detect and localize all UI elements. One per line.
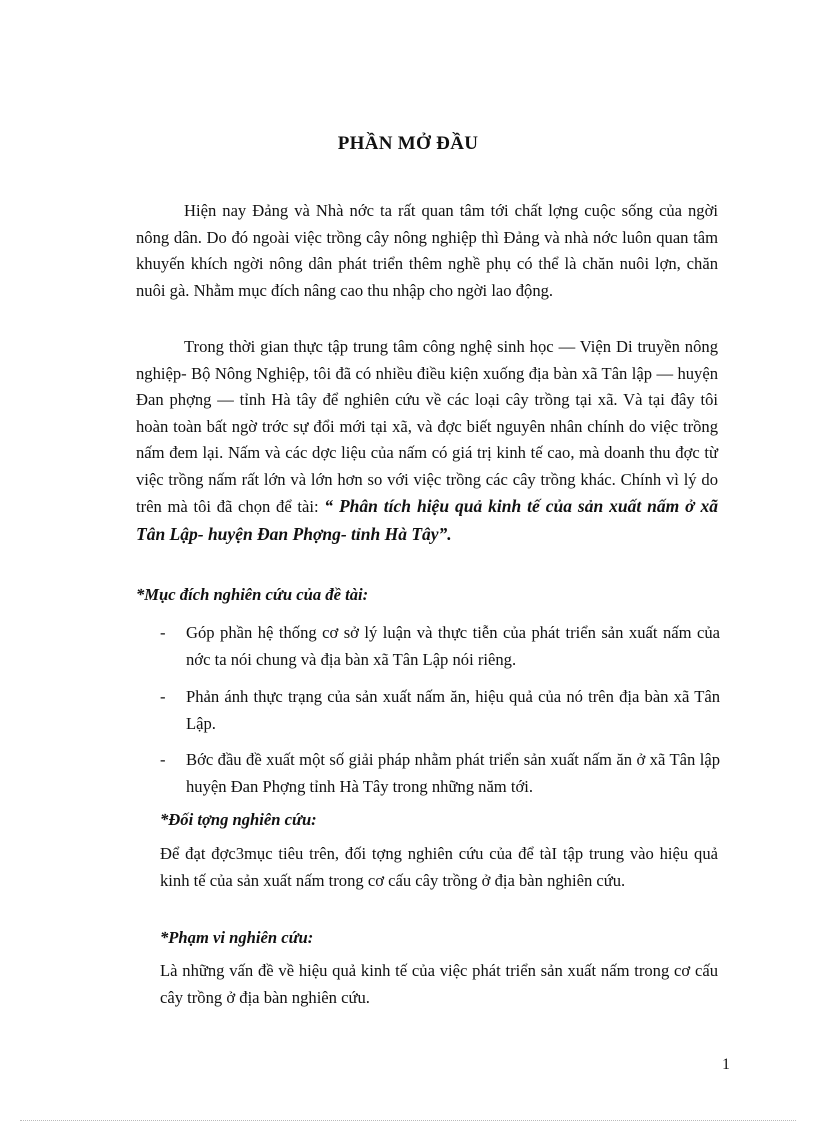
objective-item-2	[160, 684, 720, 737]
objective-item-3	[160, 747, 720, 800]
scope-paragraph: Là những vấn đề về hiệu quả kinh tế của việc phát triển sản xuất nấm trong cơ cấu cây trồng ở địa bàn nghiên cứu.	[160, 961, 718, 1007]
objective-text-1: Góp phần hệ thống cơ sở lý luận và thực tiễn của phát triển sản xuất nấm của nớc ta nói chung và địa bàn xã Tân Lập nói riêng.	[186, 623, 720, 669]
page-number: 1	[722, 1056, 730, 1073]
scope-heading: *Phạm vi nghiên cứu:	[160, 928, 314, 947]
intro-paragraph-1: Hiện nay Đảng và Nhà nớc ta rất quan tâm tới chất lợng cuộc sống của ngời nông dân. Do đó ngoài việc trồng cây nông nghiệp thì Đảng và nhà nớc luôn quan tâm khuyến khích ngời nông dân phát triển thêm nghề phụ có thể là chăn nuôi lợn, chăn nuôi gà. Nhằm mục đích nâng cao thu nhập cho ngời lao động.	[136, 201, 718, 300]
page-title: PHẦN MỞ ĐẦU	[337, 133, 479, 154]
objective-text-2: Phản ánh thực trạng của sản xuất nấm ăn, hiệu quả của nó trên địa bàn xã Tân Lập.	[186, 687, 720, 733]
objective-text-3: Bớc đầu đề xuất một số giải pháp nhằm phát triển sản xuất nấm ăn ở xã Tân lập huyện Đan Phợng tỉnh Hà Tây trong những năm tới.	[186, 750, 720, 796]
bullet-dash: -	[160, 750, 166, 769]
subject-paragraph: Để đạt đợc3mục tiêu trên, đối tợng nghiên cứu của để tàI tập trung vào hiệu quả kinh tế của sản xuất nấm trong cơ cấu cây trồng ở địa bàn nghiên cứu.	[160, 844, 718, 890]
research-topic: “ Phân tích hiệu quả kinh tế của sản xuất nấm ở xã Tân Lập- huyện Đan Phợng- tỉnh Hà Tây”.	[136, 496, 718, 544]
objectives-heading: *Mục đích nghiên cứu của đề tài:	[136, 585, 369, 604]
subject-heading: *Đối tợng nghiên cứu:	[160, 810, 317, 829]
bullet-dash: -	[160, 623, 166, 642]
bullet-dash: -	[160, 687, 166, 706]
page-bottom-divider	[20, 1120, 796, 1121]
objective-item-1	[160, 620, 720, 673]
intro-paragraph-2	[136, 334, 718, 548]
intro-paragraph-2-text: Trong thời gian thực tập trung tâm công nghệ sinh học — Viện Di truyền nông nghiệp- Bộ Nông Nghiệp, tôi đã có nhiều điều kiện xuống địa bàn xã Tân lập — huyện Đan phợng — tỉnh Hà tây để nghiên cứu về các loại cây trồng tại xã. Và tại đây tôi hoàn toàn bất ngờ trớc sự đổi mới tại xã, và đợc biết nguyên nhân chính do việc trồng nấm đem lại. Nấm và các dợc liệu của nấm có giá trị kinh tế cao, mà doanh thu đợc từ việc trồng nấm rất lớn và lớn hơn so với việc trồng các cây trồng khác. Chính vì lý do trên mà tôi đã chọn để tài:	[136, 337, 718, 516]
